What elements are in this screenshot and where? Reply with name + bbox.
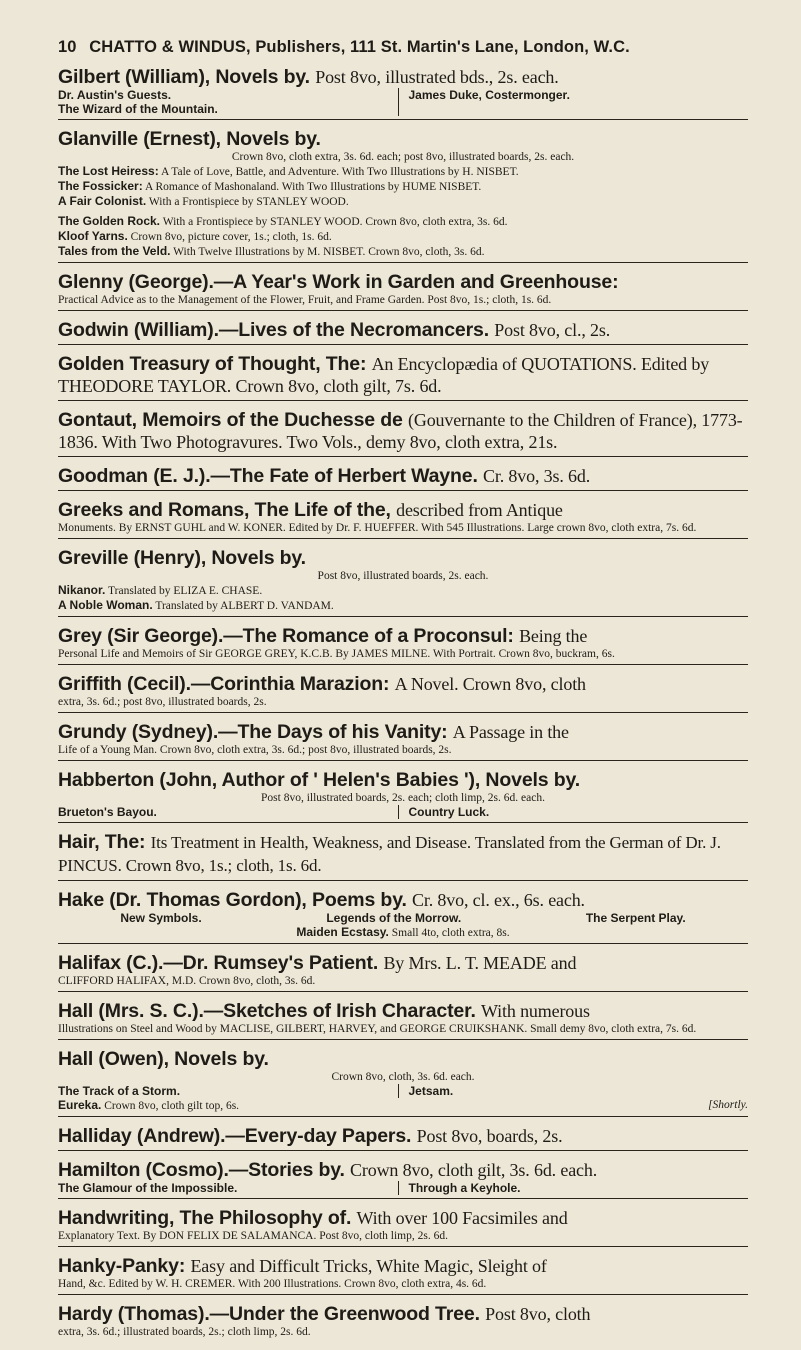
entry-glenny (58, 271, 748, 311)
entry-desc: Easy and Difficult Tricks, White Magic, Sleight of (190, 1256, 547, 1276)
entry-desc: extra, 3s. 6d.; post 8vo, illustrated boards, 2s. (58, 696, 267, 708)
entry-desc: A Novel. Crown 8vo, cloth (394, 674, 586, 694)
entry-list (58, 66, 748, 1350)
entry-heading: Glenny (George).—A Year's Work in Garden and Greenhouse: (58, 271, 619, 293)
title-item: Through a Keyhole. (408, 1181, 521, 1195)
entry-price: Post 8vo, cl., 2s. (494, 320, 611, 340)
title-item: The Track of a Storm. (58, 1084, 181, 1098)
title-item: Legends of the Morrow. (326, 911, 462, 925)
title-item: James Duke, Costermonger. (408, 88, 570, 102)
shortly-note: [Shortly. (708, 1099, 748, 1111)
entry-note: Post 8vo, illustrated boards, 2s. each; cloth limp, 2s. 6d. each. (261, 792, 545, 804)
entry-desc: With numerous (481, 1001, 590, 1021)
title-item: Jetsam. (408, 1084, 454, 1098)
entry-desc: Monuments. By ERNST GUHL and W. KONER. Edited by Dr. F. HUEFFER. With 545 Illustrations. Large crown 8vo, cloth extra, 7s. 6d. (58, 522, 697, 534)
entry-gilbert (58, 66, 748, 120)
entry-desc: Illustrations on Steel and Wood by MACLISE, GILBERT, HARVEY, and GEORGE CRUIKSHANK. Small demy 8vo, cloth extra, 7s. 6d. (58, 1023, 697, 1035)
entry-desc: An Encyclopædia of QUOTATIONS. Edited by THEODORE TAYLOR. Crown 8vo, cloth gilt, 7s. 6d. (58, 354, 710, 396)
entry-desc: With over 100 Facsimiles and (356, 1208, 568, 1228)
entry-heading: Handwriting, The Philosophy of. (58, 1207, 352, 1229)
entry-desc: Its Treatment in Health, Weakness, and Disease. Translated from the German of Dr. J. PINCUS. Crown 8vo, 1s.; cloth, 1s. 6d. (58, 833, 721, 875)
entry-heading: Grey (Sir George).—The Romance of a Proconsul: (58, 625, 514, 647)
entry-heading: Gilbert (William), Novels by. (58, 66, 310, 88)
entry-desc: extra, 3s. 6d.; illustrated boards, 2s.; cloth limp, 2s. 6d. (58, 1326, 311, 1338)
entry-desc: By Mrs. L. T. MEADE and (383, 953, 577, 973)
entry-heading: Hake (Dr. Thomas Gordon), Poems by. (58, 889, 407, 911)
entry-handwriting (58, 1207, 748, 1247)
entry-desc: Hand, &c. Edited by W. H. CREMER. With 200 Illustrations. Crown 8vo, cloth extra, 4s. 6d. (58, 1278, 487, 1290)
entry-note: Post 8vo, illustrated boards, 2s. each. (317, 570, 489, 582)
title-desc: With a Frontispiece by STANLEY WOOD. Crown 8vo, cloth extra, 3s. 6d. (162, 216, 508, 228)
entry-desc: Practical Advice as to the Management of the Flower, Fruit, and Frame Garden. Post 8vo, 1s.; cloth, 1s. 6d. (58, 294, 552, 306)
entry-heading: Glanville (Ernest), Novels by. (58, 128, 321, 150)
title-desc: Small 4to, cloth extra, 8s. (391, 927, 510, 939)
entry-glanville (58, 128, 748, 263)
entry-heading: Hair, The: (58, 831, 146, 853)
title-item: Maiden Ecstasy. (296, 925, 389, 939)
title-item: The Glamour of the Impossible. (58, 1181, 238, 1195)
entry-price: Post 8vo, boards, 2s. (416, 1126, 563, 1146)
entry-desc: A Passage in the (452, 722, 569, 742)
entry-desc: CLIFFORD HALIFAX, M.D. Crown 8vo, cloth, 3s. 6d. (58, 975, 316, 987)
title-item: Kloof Yarns. (58, 229, 128, 243)
entry-desc: Personal Life and Memoirs of Sir GEORGE GREY, K.C.B. By JAMES MILNE. With Portrait. Crown 8vo, buckram, 6s. (58, 648, 615, 660)
title-item: Nikanor. (58, 583, 106, 597)
entry-greville (58, 547, 748, 617)
title-desc: A Tale of Love, Battle, and Adventure. With Two Illustrations by H. NISBET. (160, 166, 519, 178)
entry-price: Cr. 8vo, cl. ex., 6s. each. (412, 890, 585, 910)
entry-desc: Being the (519, 626, 588, 646)
title-item: The Wizard of the Mountain. (58, 102, 218, 116)
entry-grundy (58, 721, 748, 761)
title-item: The Serpent Play. (585, 911, 686, 925)
entry-heading: Greville (Henry), Novels by. (58, 547, 306, 569)
entry-desc: (Gouvernante to the Children of France), 1773-1836. With Two Photogravures. Two Vols., demy 8vo, cloth extra, 21s. (58, 410, 743, 452)
page-number: 10 (58, 38, 77, 56)
entry-hall-owen (58, 1048, 748, 1117)
entry-desc: Explanatory Text. By DON FELIX DE SALAMANCA. Post 8vo, cloth limp, 2s. 6d. (58, 1230, 448, 1242)
entry-heading: Grundy (Sydney).—The Days of his Vanity: (58, 721, 448, 743)
entry-heading: Godwin (William).—Lives of the Necromancers. (58, 319, 489, 341)
entry-godwin (58, 319, 748, 345)
entry-goodman (58, 465, 748, 491)
entry-hanky-panky (58, 1255, 748, 1295)
entry-greeks-romans (58, 499, 748, 539)
entry-halifax (58, 952, 748, 992)
entry-heading: Habberton (John, Author of ' Helen's Babies '), Novels by. (58, 769, 581, 791)
title-item: Brueton's Bayou. (58, 805, 157, 819)
entry-note: Crown 8vo, cloth, 3s. 6d. each. (331, 1071, 475, 1083)
title-desc: Crown 8vo, picture cover, 1s.; cloth, 1s. 6d. (130, 231, 332, 243)
title-item: The Fossicker: (58, 179, 143, 193)
title-desc: Crown 8vo, cloth gilt top, 6s. (104, 1100, 240, 1112)
entry-heading: Griffith (Cecil).—Corinthia Marazion: (58, 673, 390, 695)
entry-hamilton (58, 1159, 748, 1199)
entry-heading: Hanky-Panky: (58, 1255, 186, 1277)
title-item: Country Luck. (408, 805, 490, 819)
entry-heading: Hardy (Thomas).—Under the Greenwood Tree. (58, 1303, 480, 1325)
entry-heading: Halifax (C.).—Dr. Rumsey's Patient. (58, 952, 379, 974)
title-item: Dr. Austin's Guests. (58, 88, 172, 102)
page-header (58, 38, 748, 57)
entry-habberton (58, 769, 748, 823)
entry-price: Post 8vo, illustrated bds., 2s. each. (315, 67, 559, 87)
title-item: Eureka. (58, 1098, 102, 1112)
title-item: A Fair Colonist. (58, 194, 147, 208)
entry-hall-mrs (58, 1000, 748, 1040)
entry-price: Crown 8vo, cloth gilt, 3s. 6d. each. (350, 1160, 598, 1180)
entry-heading: Goodman (E. J.).—The Fate of Herbert Wayne. (58, 465, 478, 487)
title-item: The Lost Heiress: (58, 164, 159, 178)
title-desc: Translated by ELIZA E. CHASE. (108, 585, 263, 597)
entry-desc: Life of a Young Man. Crown 8vo, cloth extra, 3s. 6d.; post 8vo, illustrated boards, 2s. (58, 744, 452, 756)
entry-heading: Hall (Owen), Novels by. (58, 1048, 269, 1070)
title-desc: With a Frontispiece by STANLEY WOOD. (148, 196, 349, 208)
title-item: New Symbols. (120, 911, 202, 925)
title-desc: With Twelve Illustrations by M. NISBET. Crown 8vo, cloth, 3s. 6d. (173, 246, 485, 258)
title-item: A Noble Woman. (58, 598, 153, 612)
entry-hake (58, 889, 748, 944)
entry-grey (58, 625, 748, 665)
title-desc: Translated by ALBERT D. VANDAM. (155, 600, 334, 612)
entry-heading: Hamilton (Cosmo).—Stories by. (58, 1159, 345, 1181)
entry-heading: Greeks and Romans, The Life of the, (58, 499, 391, 521)
entry-desc: described from Antique (396, 500, 563, 520)
entry-desc: Post 8vo, cloth (485, 1304, 591, 1324)
entry-note: Crown 8vo, cloth extra, 3s. 6d. each; post 8vo, illustrated boards, 2s. each. (231, 151, 575, 163)
title-item: Tales from the Veld. (58, 244, 171, 258)
title-item: The Golden Rock. (58, 214, 161, 228)
entry-heading: Gontaut, Memoirs of the Duchesse de (58, 409, 403, 431)
entry-heading: Hall (Mrs. S. C.).—Sketches of Irish Character. (58, 1000, 476, 1022)
entry-heading: Halliday (Andrew).—Every-day Papers. (58, 1125, 412, 1147)
entry-hardy (58, 1303, 748, 1342)
entry-hair (58, 831, 748, 881)
entry-gontaut (58, 409, 748, 457)
entry-halliday (58, 1125, 748, 1151)
publisher-line: CHATTO & WINDUS, Publishers, 111 St. Martin's Lane, London, W.C. (89, 38, 630, 56)
title-desc: A Romance of Mashonaland. With Two Illustrations by HUME NISBET. (144, 181, 482, 193)
entry-golden-treasury (58, 353, 748, 401)
entry-price: Cr. 8vo, 3s. 6d. (483, 466, 591, 486)
entry-griffith (58, 673, 748, 713)
entry-heading: Golden Treasury of Thought, The: (58, 353, 367, 375)
